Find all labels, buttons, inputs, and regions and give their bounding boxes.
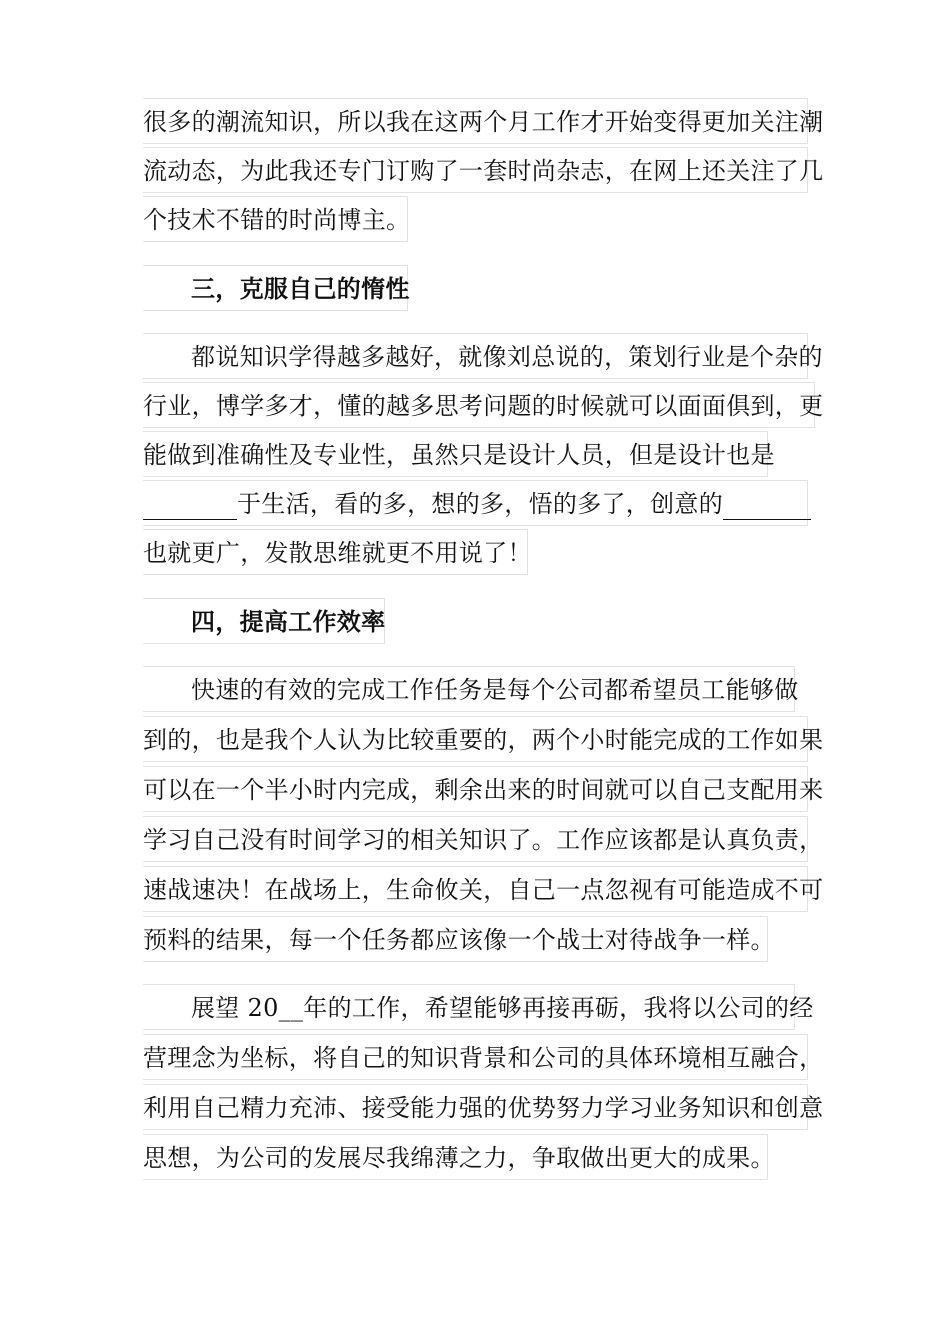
text-line: 很多的潮流知识，所以我在这两个月工作才开始变得更加关注潮 bbox=[143, 98, 808, 144]
text-line: 行业，博学多才，懂的越多思考问题的时候就可以面面俱到，更 bbox=[143, 382, 815, 428]
text-line: 都说知识学得越多越好，就像刘总说的，策划行业是个杂的 bbox=[143, 333, 808, 379]
text-line: 流动态，为此我还专门订购了一套时尚杂志，在网上还关注了几 bbox=[143, 147, 808, 193]
text-line: 营理念为坐标，将自己的知识背景和公司的具体环境相互融合， bbox=[143, 1034, 808, 1080]
text-line: 展望 20__年的工作，希望能够再接再砺，我将以公司的经 bbox=[143, 984, 795, 1030]
section-heading: 四，提高工作效率 bbox=[143, 598, 385, 644]
text-line: 也就更广，发散思维就更不用说了！ bbox=[143, 529, 528, 575]
text-line: 能做到准确性及专业性，虽然只是设计人员，但是设计也是 bbox=[143, 431, 768, 477]
text-line: 个技术不错的时尚博主。 bbox=[143, 196, 408, 242]
text-line: 预料的结果，每一个任务都应该像一个战士对待战争一样。 bbox=[143, 916, 768, 962]
fill-blank bbox=[723, 489, 811, 520]
text-line: 思想，为公司的发展尽我绵薄之力，争取做出更大的成果。 bbox=[143, 1134, 768, 1180]
text-segment: 于生活，看的多，想的多，悟的多了，创意的 bbox=[237, 490, 723, 518]
text-line: 学习自己没有时间学习的相关知识了。工作应该都是认真负责， bbox=[143, 816, 808, 862]
text-line: 到的，也是我个人认为比较重要的，两个小时能完成的工作如果 bbox=[143, 716, 808, 762]
fill-blank bbox=[143, 489, 237, 520]
text-line: 速战速决！在战场上，生命攸关，自己一点忽视有可能造成不可 bbox=[143, 866, 808, 912]
text-line: 利用自己精力充沛、接受能力强的优势努力学习业务知识和创意 bbox=[143, 1084, 808, 1130]
text-line-with-blanks bbox=[143, 480, 808, 526]
text-line: 快速的有效的完成工作任务是每个公司都希望员工能够做 bbox=[143, 666, 795, 712]
section-heading: 三，克服自己的惰性 bbox=[143, 265, 408, 311]
text-line: 可以在一个半小时内完成，剩余出来的时间就可以自己支配用来 bbox=[143, 766, 808, 812]
